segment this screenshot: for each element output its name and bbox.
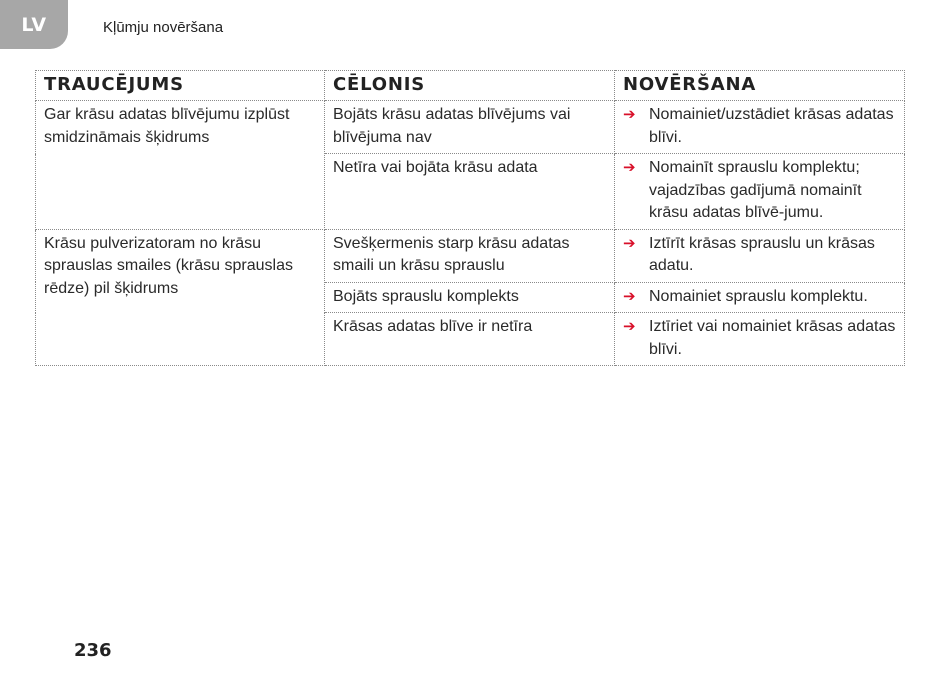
arrow-right-icon: ➔	[623, 318, 636, 335]
remedy-cell	[615, 313, 905, 366]
cause-cell: Bojāts sprauslu komplekts	[325, 282, 615, 313]
remedy-cell	[615, 154, 905, 230]
cause-cell: Svešķermenis starp krāsu adatas smaili un krāsu sprauslu	[325, 229, 615, 282]
running-title: Kļūmju novēršana	[103, 19, 224, 36]
remedy-text: Nomainiet/uzstādiet krāsas adatas blīvi.	[649, 106, 894, 146]
cause-cell: Krāsas adatas blīve ir netīra	[325, 313, 615, 366]
remedy-cell	[615, 282, 905, 313]
arrow-right-icon: ➔	[623, 106, 636, 123]
table-header-row	[36, 71, 905, 101]
cause-cell: Bojāts krāsu adatas blīvējums vai blīvējuma nav	[325, 101, 615, 154]
column-header-remedy: NOVĒRŠANA	[615, 71, 905, 101]
arrow-right-icon: ➔	[623, 159, 636, 176]
remedy-text: Iztīriet vai nomainiet krāsas adatas blīvi.	[649, 318, 896, 358]
table-row	[36, 101, 905, 154]
language-badge: LV	[0, 0, 68, 49]
arrow-right-icon: ➔	[623, 287, 636, 305]
remedy-cell	[615, 229, 905, 282]
page-number: 236	[74, 640, 112, 661]
arrow-right-icon: ➔	[623, 234, 636, 252]
problem-cell: Gar krāsu adatas blīvējumu izplūst smidzināmais šķidrums	[36, 101, 325, 230]
table-row	[36, 229, 905, 282]
cause-cell: Netīra vai bojāta krāsu adata	[325, 154, 615, 230]
column-header-cause: CĒLONIS	[325, 71, 615, 101]
remedy-text: Nomainīt sprauslu komplektu; vajadzības gadījumā nomainīt krāsu adatas blīvē-jumu.	[649, 159, 862, 221]
remedy-text: Nomainiet sprauslu komplektu.	[649, 287, 868, 305]
column-header-problem: TRAUCĒJUMS	[36, 71, 325, 101]
problem-cell: Krāsu pulverizatoram no krāsu sprauslas smailes (krāsu sprauslas rēdze) pil šķidrums	[36, 229, 325, 366]
remedy-cell	[615, 101, 905, 154]
remedy-text: Iztīrīt krāsas sprauslu un krāsas adatu.	[649, 234, 875, 274]
troubleshooting-table	[35, 70, 905, 366]
